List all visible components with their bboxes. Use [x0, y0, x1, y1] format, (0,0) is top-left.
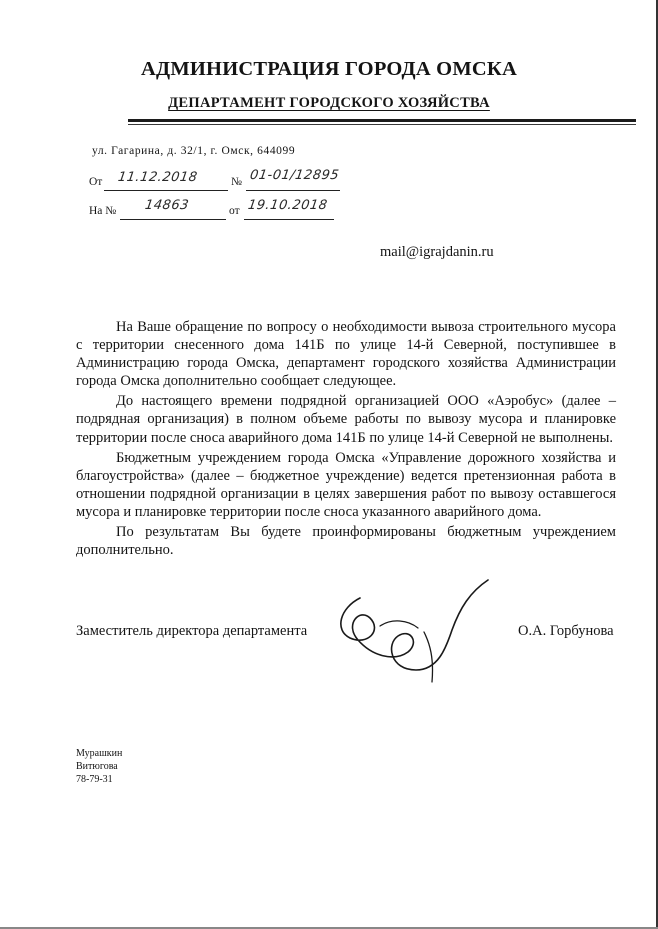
organization-title: АДМИНИСТРАЦИЯ ГОРОДА ОМСКА: [141, 58, 517, 80]
signatory-name: О.А. Горбунова: [518, 623, 614, 639]
reply-to-number-handwritten: 14863: [143, 198, 190, 213]
body-paragraph: По результатам Вы будете проинформированы бюджетным учреждением дополнительно.: [76, 524, 616, 559]
reply-date-line: [244, 219, 334, 220]
body-paragraph: Бюджетным учреждением города Омска «Управление дорожного хозяйства и благоустройства» (далее – бюджетное учреждение) ведется претензионная работа в отношении подрядной организации в целях завершения работ по вывозу оставшегося мусора и планировке территории после сноса указанного аварийного дома.: [76, 449, 616, 520]
from-date-handwritten: 11.12.2018: [116, 170, 199, 185]
signatory-title: Заместитель директора департамента: [76, 623, 308, 639]
from-date-line: [104, 190, 228, 191]
outgoing-number-handwritten: 01-01/12895: [248, 168, 341, 183]
department-address: ул. Гагарина, д. 32/1, г. Омск, 644099: [92, 145, 296, 157]
header-rule-thin: [128, 124, 636, 125]
header-rule-thick: [128, 119, 636, 122]
executor-phone: 78-79-31: [76, 774, 113, 785]
reply-date-handwritten: 19.10.2018: [246, 198, 329, 213]
handwritten-signature: [320, 578, 500, 688]
reply-to-label: На №: [89, 205, 117, 217]
recipient-email: mail@igrajdanin.ru: [380, 244, 494, 260]
executor-info: [76, 747, 122, 786]
department-title: ДЕПАРТАМЕНТ ГОРОДСКОГО ХОЗЯЙСТВА: [168, 95, 490, 111]
number-label: №: [231, 176, 242, 188]
letter-body: [76, 318, 616, 561]
executor-name: Витюгова: [76, 761, 118, 772]
body-paragraph: До настоящего времени подрядной организацией ООО «Аэробус» (далее – подрядная организация) в полном объеме работы по вывозу мусора и планировке территории после сноса аварийного дома 141Б по улице 14-й Северной не выполнены.: [76, 393, 616, 446]
reply-to-number-line: [120, 219, 226, 220]
from-label: От: [89, 176, 103, 188]
outgoing-number-line: [246, 190, 340, 191]
body-paragraph: На Ваше обращение по вопросу о необходимости вывоза строительного мусора с территории снесенного дома 141Б по улице 14-й Северной, поступившее в Администрацию города Омска, департамент городского хозяйства Администрации города Омска дополнительно сообщает следующее.: [76, 319, 616, 390]
reply-date-label: от: [229, 205, 240, 217]
executor-name: Мурашкин: [76, 748, 123, 759]
